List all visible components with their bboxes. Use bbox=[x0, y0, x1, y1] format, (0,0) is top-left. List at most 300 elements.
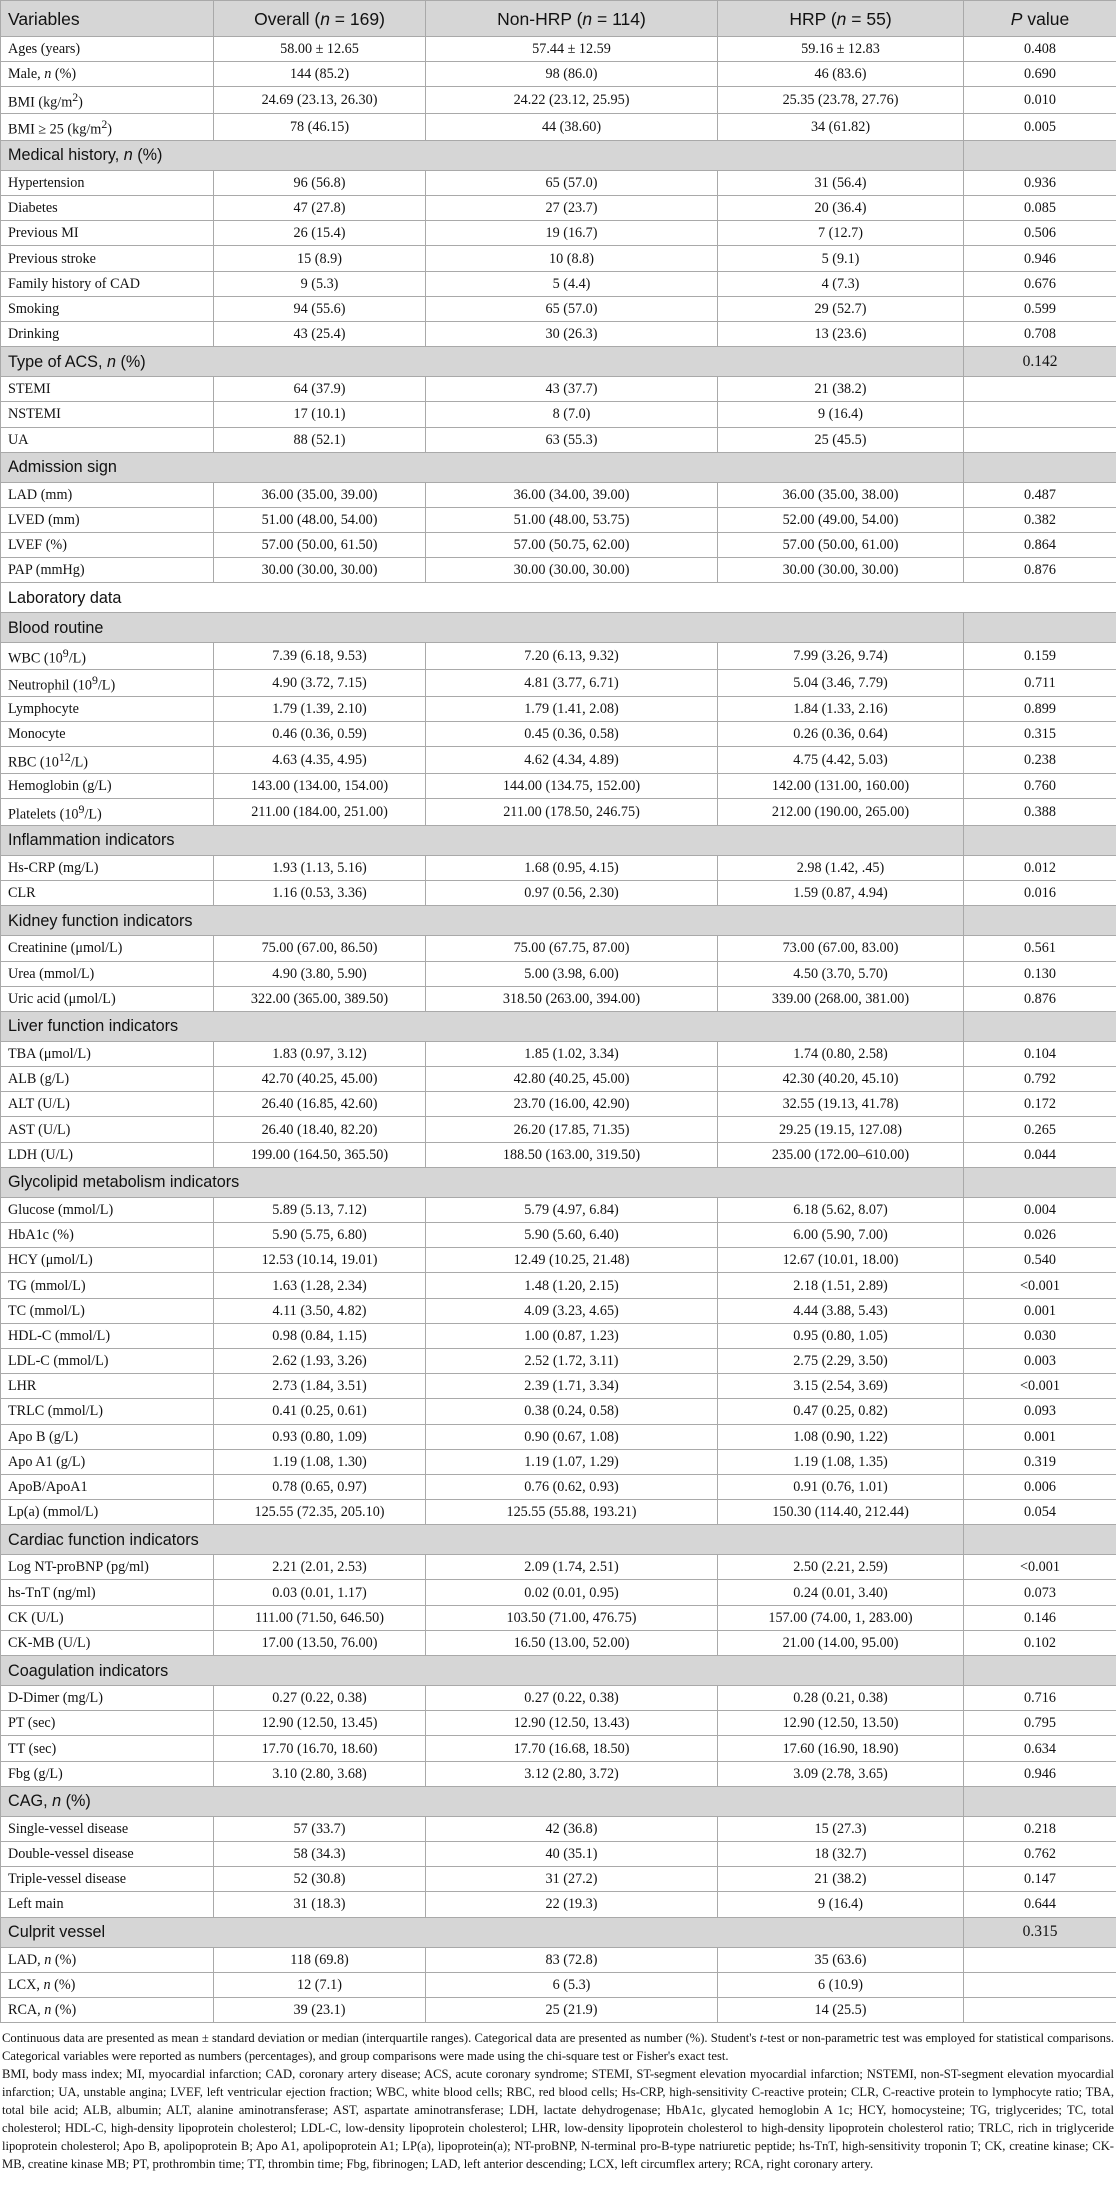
variable-cell: TG (mmol/L) bbox=[1, 1273, 214, 1298]
non-hrp-cell: 40 (35.1) bbox=[426, 1841, 718, 1866]
section-p-value bbox=[964, 452, 1116, 482]
overall-cell: 17.00 (13.50, 76.00) bbox=[214, 1630, 426, 1655]
p-value-cell: 0.946 bbox=[964, 1761, 1116, 1786]
section-p-value bbox=[964, 1656, 1116, 1686]
p-value-cell: 0.104 bbox=[964, 1041, 1116, 1066]
section-title: Coagulation indicators bbox=[1, 1656, 964, 1686]
table-row bbox=[1, 1630, 1116, 1655]
hrp-cell: 30.00 (30.00, 30.00) bbox=[718, 558, 964, 583]
non-hrp-cell: 75.00 (67.75, 87.00) bbox=[426, 936, 718, 961]
hrp-cell: 18 (32.7) bbox=[718, 1841, 964, 1866]
overall-cell: 1.63 (1.28, 2.34) bbox=[214, 1273, 426, 1298]
table-row bbox=[1, 271, 1116, 296]
section-header-row bbox=[1, 1167, 1116, 1197]
p-value-cell: 0.044 bbox=[964, 1142, 1116, 1167]
variable-cell: RBC $(10^{12}/L)$ bbox=[1, 747, 214, 774]
p-value-cell: 0.001 bbox=[964, 1298, 1116, 1323]
p-value-cell: 0.634 bbox=[964, 1736, 1116, 1761]
section-p-value: 0.315 bbox=[964, 1917, 1116, 1947]
non-hrp-cell: 51.00 (48.00, 53.75) bbox=[426, 507, 718, 532]
variable-cell: ALB (g/L) bbox=[1, 1067, 214, 1092]
p-value-cell bbox=[964, 427, 1116, 452]
table-row bbox=[1, 533, 1116, 558]
variable-cell: Diabetes bbox=[1, 196, 214, 221]
table-row bbox=[1, 321, 1116, 346]
hrp-cell: 142.00 (131.00, 160.00) bbox=[718, 774, 964, 799]
p-value-cell: 0.238 bbox=[964, 747, 1116, 774]
table-row bbox=[1, 1500, 1116, 1525]
table-row bbox=[1, 936, 1116, 961]
overall-cell: 42.70 (40.25, 45.00) bbox=[214, 1067, 426, 1092]
table-row bbox=[1, 696, 1116, 721]
overall-cell: 0.78 (0.65, 0.97) bbox=[214, 1474, 426, 1499]
overall-cell: 7.39 (6.18, 9.53) bbox=[214, 643, 426, 670]
p-value-cell: <0.001 bbox=[964, 1374, 1116, 1399]
table-row bbox=[1, 507, 1116, 532]
header-overall: Overall (n = 169) bbox=[214, 1, 426, 37]
variable-cell: CK-MB (U/L) bbox=[1, 1630, 214, 1655]
variable-cell: D-Dimer (mg/L) bbox=[1, 1686, 214, 1711]
overall-cell: 1.83 (0.97, 3.12) bbox=[214, 1041, 426, 1066]
section-title: Liver function indicators bbox=[1, 1011, 964, 1041]
variable-cell: Drinking bbox=[1, 321, 214, 346]
non-hrp-cell: 2.09 (1.74, 2.51) bbox=[426, 1555, 718, 1580]
table-row bbox=[1, 1555, 1116, 1580]
table-row bbox=[1, 1248, 1116, 1273]
overall-cell: 0.27 (0.22, 0.38) bbox=[214, 1686, 426, 1711]
non-hrp-cell: 65 (57.0) bbox=[426, 296, 718, 321]
overall-cell: 75.00 (67.00, 86.50) bbox=[214, 936, 426, 961]
hrp-cell: 52.00 (49.00, 54.00) bbox=[718, 507, 964, 532]
hrp-cell: 0.47 (0.25, 0.82) bbox=[718, 1399, 964, 1424]
p-value-cell: 0.005 bbox=[964, 114, 1116, 141]
section-p-value bbox=[964, 1011, 1116, 1041]
section-p-value bbox=[964, 140, 1116, 170]
hrp-cell: 212.00 (190.00, 265.00) bbox=[718, 799, 964, 826]
non-hrp-cell: 5 (4.4) bbox=[426, 271, 718, 296]
hrp-cell: 2.75 (2.29, 3.50) bbox=[718, 1348, 964, 1373]
variable-cell: Urea (mmol/L) bbox=[1, 961, 214, 986]
hrp-cell: 0.24 (0.01, 3.40) bbox=[718, 1580, 964, 1605]
overall-cell: 39 (23.1) bbox=[214, 1997, 426, 2022]
overall-cell: 94 (55.6) bbox=[214, 296, 426, 321]
overall-cell: 88 (52.1) bbox=[214, 427, 426, 452]
p-value-cell: 0.762 bbox=[964, 1841, 1116, 1866]
overall-cell: 143.00 (134.00, 154.00) bbox=[214, 774, 426, 799]
variable-cell: CLR bbox=[1, 881, 214, 906]
hrp-cell: 5.04 (3.46, 7.79) bbox=[718, 670, 964, 697]
p-value-cell: 0.030 bbox=[964, 1323, 1116, 1348]
p-value-cell: 0.159 bbox=[964, 643, 1116, 670]
hrp-cell: 4.44 (3.88, 5.43) bbox=[718, 1298, 964, 1323]
table-row bbox=[1, 1298, 1116, 1323]
variable-cell: BMI ≥ 25 $(kg/m^2)$ bbox=[1, 114, 214, 141]
table-row bbox=[1, 1816, 1116, 1841]
non-hrp-cell: 318.50 (263.00, 394.00) bbox=[426, 986, 718, 1011]
variable-cell: AST (U/L) bbox=[1, 1117, 214, 1142]
variable-cell: ApoB/ApoA1 bbox=[1, 1474, 214, 1499]
p-value-cell: 0.319 bbox=[964, 1449, 1116, 1474]
variable-cell: BMI $(kg/m^2)$ bbox=[1, 87, 214, 114]
non-hrp-cell: 1.79 (1.41, 2.08) bbox=[426, 696, 718, 721]
p-value-cell: 0.012 bbox=[964, 855, 1116, 880]
overall-cell: 4.63 (4.35, 4.95) bbox=[214, 747, 426, 774]
variable-cell: Single-vessel disease bbox=[1, 1816, 214, 1841]
section-header-row bbox=[1, 1656, 1116, 1686]
variable-cell: UA bbox=[1, 427, 214, 452]
hrp-cell: 150.30 (114.40, 212.44) bbox=[718, 1500, 964, 1525]
hrp-cell: 13 (23.6) bbox=[718, 321, 964, 346]
non-hrp-cell: 0.38 (0.24, 0.58) bbox=[426, 1399, 718, 1424]
overall-cell: 12.53 (10.14, 19.01) bbox=[214, 1248, 426, 1273]
hrp-cell: 12.90 (12.50, 13.50) bbox=[718, 1711, 964, 1736]
table-row bbox=[1, 1892, 1116, 1917]
p-value-cell: 0.876 bbox=[964, 558, 1116, 583]
variable-cell: WBC $(10^9/L)$ bbox=[1, 643, 214, 670]
overall-cell: 4.11 (3.50, 4.82) bbox=[214, 1298, 426, 1323]
table-row bbox=[1, 1686, 1116, 1711]
overall-cell: 64 (37.9) bbox=[214, 377, 426, 402]
non-hrp-cell: 1.85 (1.02, 3.34) bbox=[426, 1041, 718, 1066]
hrp-cell: 57.00 (50.00, 61.00) bbox=[718, 533, 964, 558]
overall-cell: 96 (56.8) bbox=[214, 170, 426, 195]
variable-cell: LHR bbox=[1, 1374, 214, 1399]
p-value-cell: 0.936 bbox=[964, 170, 1116, 195]
hrp-cell: 42.30 (40.20, 45.10) bbox=[718, 1067, 964, 1092]
hrp-cell: 0.26 (0.36, 0.64) bbox=[718, 722, 964, 747]
hrp-cell: 4.50 (3.70, 5.70) bbox=[718, 961, 964, 986]
table-row bbox=[1, 1424, 1116, 1449]
table-row bbox=[1, 1197, 1116, 1222]
overall-cell: 0.41 (0.25, 0.61) bbox=[214, 1399, 426, 1424]
p-value-cell: 0.130 bbox=[964, 961, 1116, 986]
variable-cell: TT (sec) bbox=[1, 1736, 214, 1761]
section-header-row bbox=[1, 140, 1116, 170]
variable-cell: LDL-C (mmol/L) bbox=[1, 1348, 214, 1373]
p-value-cell: 0.864 bbox=[964, 533, 1116, 558]
p-value-cell: 0.506 bbox=[964, 221, 1116, 246]
variable-cell: LDH (U/L) bbox=[1, 1142, 214, 1167]
non-hrp-cell: 43 (37.7) bbox=[426, 377, 718, 402]
non-hrp-cell: 0.76 (0.62, 0.93) bbox=[426, 1474, 718, 1499]
variable-cell: Uric acid (μmol/L) bbox=[1, 986, 214, 1011]
footnote-abbreviations: BMI, body mass index; MI, myocardial infarction; CAD, coronary artery disease; ACS, acute coronary syndrome; STEMI, ST-segment elevation myocardial infarction; NSTEMI, non-ST-segment elevation myocardial infarction; UA, unstable angina; LVEF, left ventricular ejection fraction; WBC, white blood cells; RBC, red blood cells; Hs-CRP, high-sensitivity C-reactive protein; CLR, C-reactive protein to lymphocyte ratio; TBA, total bile acid; ALB, albumin; ALT, alanine aminotransferase; AST, aspartate aminotransferase; LDH, lactate dehydrogenase; HbA1c, glycated hemoglobin A 1c; HCY, homocysteine; TG, triglycerides; TC, total cholesterol; HDL-C, high-density lipoprotein cholesterol; LDL-C, low-density lipoprotein cholesterol; LHR, low-density lipoprotein cholesterol to high-density lipoprotein cholesterol ratio; TRLC, rich in triglyceride lipoprotein cholesterol; Apo B, apolipoprotein B; Apo A1, apolipoprotein A1; LP(a), lipoprotein(a); NT-proBNP, N-terminal pro-B-type natriuretic peptide; hs-TnT, high-sensitivity troponin T; CK, creatine kinase; CK-MB, creatine kinase MB; PT, prothrombin time; TT, thrombin time; Fbg, fibrinogen; LAD, left anterior descending; LCX, left circumflex artery; RCA, right coronary artery. bbox=[2, 2067, 1114, 2172]
non-hrp-cell: 5.79 (4.97, 6.84) bbox=[426, 1197, 718, 1222]
p-value-cell: 0.408 bbox=[964, 37, 1116, 62]
hrp-cell: 4 (7.3) bbox=[718, 271, 964, 296]
non-hrp-cell: 6 (5.3) bbox=[426, 1972, 718, 1997]
hrp-cell: 9 (16.4) bbox=[718, 402, 964, 427]
hrp-cell: 1.08 (0.90, 1.22) bbox=[718, 1424, 964, 1449]
section-p-value bbox=[964, 1786, 1116, 1816]
non-hrp-cell: 23.70 (16.00, 42.90) bbox=[426, 1092, 718, 1117]
p-value-cell: 0.690 bbox=[964, 62, 1116, 87]
overall-cell: 2.21 (2.01, 2.53) bbox=[214, 1555, 426, 1580]
section-title: Cardiac function indicators bbox=[1, 1525, 964, 1555]
variable-cell: Apo B (g/L) bbox=[1, 1424, 214, 1449]
variable-cell: Hypertension bbox=[1, 170, 214, 195]
hrp-cell: 2.18 (1.51, 2.89) bbox=[718, 1273, 964, 1298]
table-row bbox=[1, 1711, 1116, 1736]
overall-cell: 31 (18.3) bbox=[214, 1892, 426, 1917]
p-value-cell: 0.899 bbox=[964, 696, 1116, 721]
non-hrp-cell: 12.49 (10.25, 21.48) bbox=[426, 1248, 718, 1273]
hrp-cell: 32.55 (19.13, 41.78) bbox=[718, 1092, 964, 1117]
hrp-cell: 0.95 (0.80, 1.05) bbox=[718, 1323, 964, 1348]
variable-cell: LVEF (%) bbox=[1, 533, 214, 558]
p-value-cell: 0.016 bbox=[964, 881, 1116, 906]
table-row bbox=[1, 221, 1116, 246]
table-row bbox=[1, 1117, 1116, 1142]
non-hrp-cell: 2.52 (1.72, 3.11) bbox=[426, 1348, 718, 1373]
section-header-row bbox=[1, 1786, 1116, 1816]
section-header-row bbox=[1, 825, 1116, 855]
overall-cell: 1.16 (0.53, 3.36) bbox=[214, 881, 426, 906]
group-header-row bbox=[1, 583, 1116, 613]
p-value-cell bbox=[964, 402, 1116, 427]
variable-cell: Log NT-proBNP (pg/ml) bbox=[1, 1555, 214, 1580]
hrp-cell: 5 (9.1) bbox=[718, 246, 964, 271]
overall-cell: 30.00 (30.00, 30.00) bbox=[214, 558, 426, 583]
non-hrp-cell: 44 (38.60) bbox=[426, 114, 718, 141]
table-row bbox=[1, 114, 1116, 141]
variable-cell: HDL-C (mmol/L) bbox=[1, 1323, 214, 1348]
hrp-cell: 17.60 (16.90, 18.90) bbox=[718, 1736, 964, 1761]
non-hrp-cell: 31 (27.2) bbox=[426, 1867, 718, 1892]
non-hrp-cell: 12.90 (12.50, 13.43) bbox=[426, 1711, 718, 1736]
overall-cell: 1.93 (1.13, 5.16) bbox=[214, 855, 426, 880]
table-row bbox=[1, 558, 1116, 583]
non-hrp-cell: 30.00 (30.00, 30.00) bbox=[426, 558, 718, 583]
table-row bbox=[1, 961, 1116, 986]
section-header-row bbox=[1, 347, 1116, 377]
overall-cell: 5.90 (5.75, 6.80) bbox=[214, 1223, 426, 1248]
hrp-cell: 12.67 (10.01, 18.00) bbox=[718, 1248, 964, 1273]
non-hrp-cell: 0.02 (0.01, 0.95) bbox=[426, 1580, 718, 1605]
non-hrp-cell: 1.48 (1.20, 2.15) bbox=[426, 1273, 718, 1298]
overall-cell: 47 (27.8) bbox=[214, 196, 426, 221]
p-value-cell bbox=[964, 1972, 1116, 1997]
table-row bbox=[1, 196, 1116, 221]
table-row bbox=[1, 986, 1116, 1011]
non-hrp-cell: 1.68 (0.95, 4.15) bbox=[426, 855, 718, 880]
table-row bbox=[1, 670, 1116, 697]
overall-cell: 144 (85.2) bbox=[214, 62, 426, 87]
p-value-cell: 0.146 bbox=[964, 1605, 1116, 1630]
non-hrp-cell: 211.00 (178.50, 246.75) bbox=[426, 799, 718, 826]
non-hrp-cell: 1.00 (0.87, 1.23) bbox=[426, 1323, 718, 1348]
variable-cell: TC (mmol/L) bbox=[1, 1298, 214, 1323]
overall-cell: 26.40 (18.40, 82.20) bbox=[214, 1117, 426, 1142]
group-title: Laboratory data bbox=[1, 583, 1116, 613]
overall-cell: 1.79 (1.39, 2.10) bbox=[214, 696, 426, 721]
non-hrp-cell: 57.00 (50.75, 62.00) bbox=[426, 533, 718, 558]
section-p-value bbox=[964, 1167, 1116, 1197]
table-row bbox=[1, 747, 1116, 774]
table-row bbox=[1, 1972, 1116, 1997]
non-hrp-cell: 0.97 (0.56, 2.30) bbox=[426, 881, 718, 906]
overall-cell: 58.00 ± 12.65 bbox=[214, 37, 426, 62]
p-value-cell: 0.147 bbox=[964, 1867, 1116, 1892]
overall-cell: 9 (5.3) bbox=[214, 271, 426, 296]
hrp-cell: 157.00 (74.00, 1, 283.00) bbox=[718, 1605, 964, 1630]
hrp-cell: 7.99 (3.26, 9.74) bbox=[718, 643, 964, 670]
p-value-cell: 0.004 bbox=[964, 1197, 1116, 1222]
table-row bbox=[1, 1947, 1116, 1972]
p-value-cell: 0.676 bbox=[964, 271, 1116, 296]
header-variables: Variables bbox=[1, 1, 214, 37]
header-row bbox=[1, 1, 1116, 37]
p-value-cell: 0.218 bbox=[964, 1816, 1116, 1841]
overall-cell: 12 (7.1) bbox=[214, 1972, 426, 1997]
hrp-cell: 235.00 (172.00–610.00) bbox=[718, 1142, 964, 1167]
non-hrp-cell: 24.22 (23.12, 25.95) bbox=[426, 87, 718, 114]
section-title: Type of ACS, n (%) bbox=[1, 347, 964, 377]
variable-cell: Previous MI bbox=[1, 221, 214, 246]
variable-cell: Male, n (%) bbox=[1, 62, 214, 87]
p-value-cell: 0.102 bbox=[964, 1630, 1116, 1655]
overall-cell: 125.55 (72.35, 205.10) bbox=[214, 1500, 426, 1525]
overall-cell: 118 (69.8) bbox=[214, 1947, 426, 1972]
non-hrp-cell: 1.19 (1.07, 1.29) bbox=[426, 1449, 718, 1474]
overall-cell: 2.62 (1.93, 3.26) bbox=[214, 1348, 426, 1373]
overall-cell: 58 (34.3) bbox=[214, 1841, 426, 1866]
hrp-cell: 15 (27.3) bbox=[718, 1816, 964, 1841]
overall-cell: 4.90 (3.72, 7.15) bbox=[214, 670, 426, 697]
table-row bbox=[1, 37, 1116, 62]
variable-cell: HCY (μmol/L) bbox=[1, 1248, 214, 1273]
section-header-row bbox=[1, 1917, 1116, 1947]
section-header-row bbox=[1, 452, 1116, 482]
hrp-cell: 7 (12.7) bbox=[718, 221, 964, 246]
table-row bbox=[1, 170, 1116, 195]
non-hrp-cell: 42 (36.8) bbox=[426, 1816, 718, 1841]
overall-cell: 0.03 (0.01, 1.17) bbox=[214, 1580, 426, 1605]
table-header bbox=[1, 1, 1116, 37]
variable-cell: Platelets $(10^9/L)$ bbox=[1, 799, 214, 826]
p-value-cell: 0.382 bbox=[964, 507, 1116, 532]
variable-cell: Smoking bbox=[1, 296, 214, 321]
variable-cell: Family history of CAD bbox=[1, 271, 214, 296]
p-value-cell bbox=[964, 1997, 1116, 2022]
table-row bbox=[1, 1474, 1116, 1499]
variable-cell: ALT (U/L) bbox=[1, 1092, 214, 1117]
variable-cell: STEMI bbox=[1, 377, 214, 402]
section-title: Medical history, n (%) bbox=[1, 140, 964, 170]
table-row bbox=[1, 1997, 1116, 2022]
overall-cell: 52 (30.8) bbox=[214, 1867, 426, 1892]
non-hrp-cell: 4.62 (4.34, 4.89) bbox=[426, 747, 718, 774]
table-row bbox=[1, 296, 1116, 321]
non-hrp-cell: 17.70 (16.68, 18.50) bbox=[426, 1736, 718, 1761]
variable-cell: Left main bbox=[1, 1892, 214, 1917]
variable-cell: Fbg (g/L) bbox=[1, 1761, 214, 1786]
table-row bbox=[1, 722, 1116, 747]
variable-cell: PT (sec) bbox=[1, 1711, 214, 1736]
variable-cell: Neutrophil $(10^9/L)$ bbox=[1, 670, 214, 697]
section-p-value: 0.142 bbox=[964, 347, 1116, 377]
variable-cell: Hemoglobin (g/L) bbox=[1, 774, 214, 799]
variable-cell: PAP (mmHg) bbox=[1, 558, 214, 583]
p-value-cell: 0.001 bbox=[964, 1424, 1116, 1449]
hrp-cell: 36.00 (35.00, 38.00) bbox=[718, 482, 964, 507]
overall-cell: 15 (8.9) bbox=[214, 246, 426, 271]
section-p-value bbox=[964, 825, 1116, 855]
p-value-cell: 0.315 bbox=[964, 722, 1116, 747]
table-footnote bbox=[0, 2023, 1116, 2173]
overall-cell: 2.73 (1.84, 3.51) bbox=[214, 1374, 426, 1399]
p-value-cell: 0.073 bbox=[964, 1580, 1116, 1605]
footnote-methods: Continuous data are presented as mean ± standard deviation or median (interquartile ranges). Categorical data are presented as number (%). Student's t-test or non-parametric test was employed for statistical comparisons. Categorical variables were reported as numbers (percentages), and group comparisons were made using the chi-square test or Fisher's exact test. bbox=[2, 2031, 1115, 2064]
non-hrp-cell: 22 (19.3) bbox=[426, 1892, 718, 1917]
section-p-value bbox=[964, 1525, 1116, 1555]
non-hrp-cell: 5.90 (5.60, 6.40) bbox=[426, 1223, 718, 1248]
section-title: Admission sign bbox=[1, 452, 964, 482]
hrp-cell: 14 (25.5) bbox=[718, 1997, 964, 2022]
hrp-cell: 2.98 (1.42, .45) bbox=[718, 855, 964, 880]
section-header-row bbox=[1, 906, 1116, 936]
non-hrp-cell: 7.20 (6.13, 9.32) bbox=[426, 643, 718, 670]
p-value-cell bbox=[964, 377, 1116, 402]
overall-cell: 57 (33.7) bbox=[214, 1816, 426, 1841]
non-hrp-cell: 4.81 (3.77, 6.71) bbox=[426, 670, 718, 697]
variable-cell: Lymphocyte bbox=[1, 696, 214, 721]
non-hrp-cell: 0.45 (0.36, 0.58) bbox=[426, 722, 718, 747]
p-value-cell: 0.876 bbox=[964, 986, 1116, 1011]
overall-cell: 12.90 (12.50, 13.45) bbox=[214, 1711, 426, 1736]
table-row bbox=[1, 1449, 1116, 1474]
section-title: Inflammation indicators bbox=[1, 825, 964, 855]
variable-cell: hs-TnT (ng/ml) bbox=[1, 1580, 214, 1605]
overall-cell: 36.00 (35.00, 39.00) bbox=[214, 482, 426, 507]
overall-cell: 4.90 (3.80, 5.90) bbox=[214, 961, 426, 986]
table-row bbox=[1, 799, 1116, 826]
p-value-cell: 0.006 bbox=[964, 1474, 1116, 1499]
variable-cell: Previous stroke bbox=[1, 246, 214, 271]
overall-cell: 0.98 (0.84, 1.15) bbox=[214, 1323, 426, 1348]
p-value-cell: 0.388 bbox=[964, 799, 1116, 826]
p-value-cell: 0.760 bbox=[964, 774, 1116, 799]
table-row bbox=[1, 1867, 1116, 1892]
variable-cell: RCA, n (%) bbox=[1, 1997, 214, 2022]
hrp-cell: 1.74 (0.80, 2.58) bbox=[718, 1041, 964, 1066]
non-hrp-cell: 36.00 (34.00, 39.00) bbox=[426, 482, 718, 507]
section-title: Glycolipid metabolism indicators bbox=[1, 1167, 964, 1197]
hrp-cell: 34 (61.82) bbox=[718, 114, 964, 141]
p-value-cell: 0.716 bbox=[964, 1686, 1116, 1711]
table-row bbox=[1, 1399, 1116, 1424]
hrp-cell: 0.91 (0.76, 1.01) bbox=[718, 1474, 964, 1499]
table-row bbox=[1, 427, 1116, 452]
overall-cell: 17.70 (16.70, 18.60) bbox=[214, 1736, 426, 1761]
p-value-cell: 0.487 bbox=[964, 482, 1116, 507]
section-title: Kidney function indicators bbox=[1, 906, 964, 936]
variable-cell: CK (U/L) bbox=[1, 1605, 214, 1630]
hrp-cell: 21 (38.2) bbox=[718, 377, 964, 402]
variable-cell: Hs-CRP (mg/L) bbox=[1, 855, 214, 880]
non-hrp-cell: 3.12 (2.80, 3.72) bbox=[426, 1761, 718, 1786]
hrp-cell: 339.00 (268.00, 381.00) bbox=[718, 986, 964, 1011]
hrp-cell: 35 (63.6) bbox=[718, 1947, 964, 1972]
variable-cell: Creatinine (μmol/L) bbox=[1, 936, 214, 961]
p-value-cell: 0.946 bbox=[964, 246, 1116, 271]
p-value-cell: 0.644 bbox=[964, 1892, 1116, 1917]
section-p-value bbox=[964, 613, 1116, 643]
non-hrp-cell: 103.50 (71.00, 476.75) bbox=[426, 1605, 718, 1630]
non-hrp-cell: 30 (26.3) bbox=[426, 321, 718, 346]
table-row bbox=[1, 1605, 1116, 1630]
variable-cell: LAD (mm) bbox=[1, 482, 214, 507]
